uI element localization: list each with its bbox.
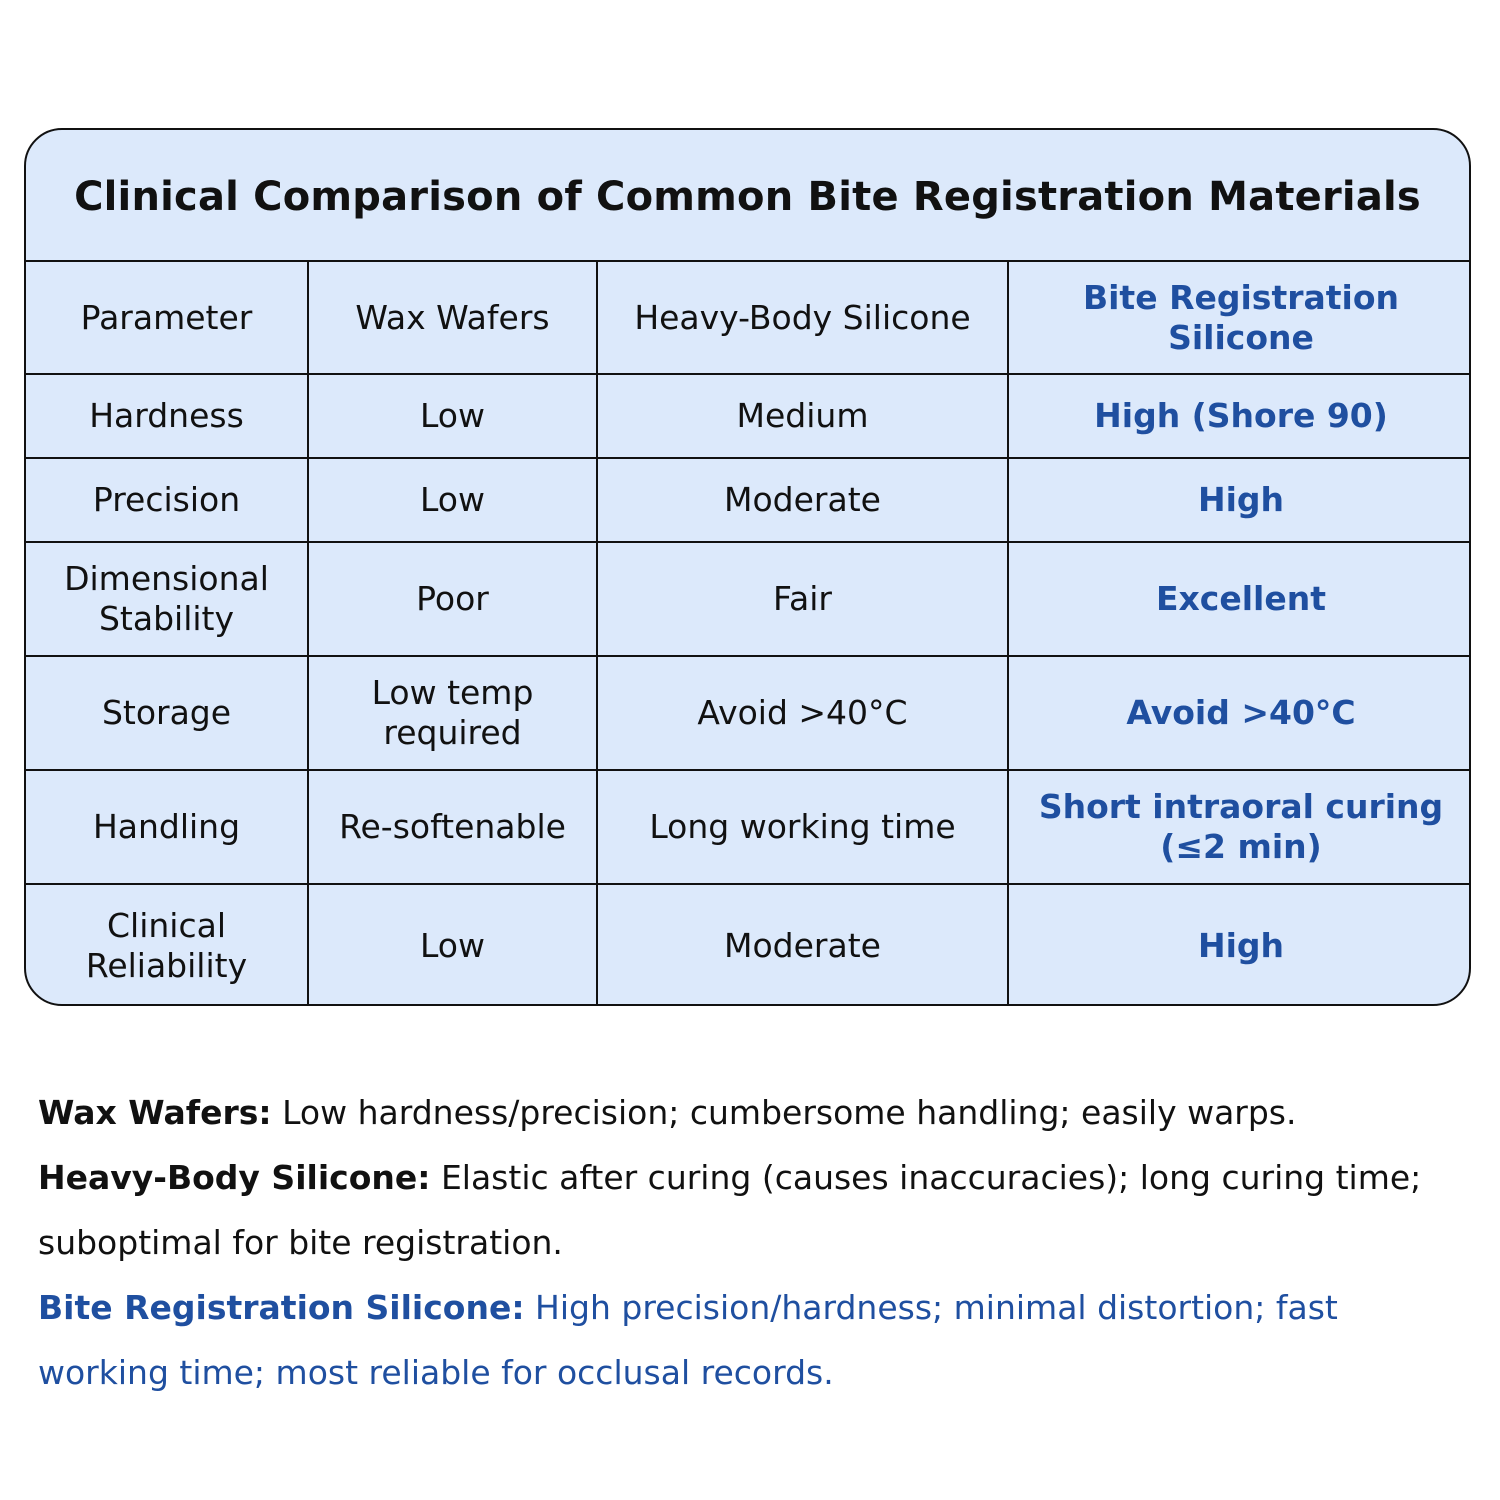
note-label: Wax Wafers: [38, 1093, 272, 1132]
heavy-body-cell: Avoid >40°C [597, 656, 1008, 770]
row-parameter: Storage [26, 656, 308, 770]
heavy-body-cell: Medium [597, 374, 1008, 458]
header-wax-wafers: Wax Wafers [308, 262, 597, 374]
heavy-body-cell: Moderate [597, 458, 1008, 542]
wax-wafers-cell: Re-softenable [308, 770, 597, 884]
header-parameter: Parameter [26, 262, 308, 374]
heavy-body-cell: Moderate [597, 884, 1008, 1006]
header-bite-registration-silicone: Bite Registration Silicone [1008, 262, 1471, 374]
table-row [26, 374, 1471, 458]
note-label: Bite Registration Silicone: [38, 1288, 525, 1327]
table-title: Clinical Comparison of Common Bite Registration Materials [26, 130, 1469, 262]
table-row [26, 542, 1471, 656]
note-text: High precision/hardness; minimal distortion; fast working time; most reliable for occlusal records. [38, 1288, 1338, 1392]
wax-wafers-cell: Poor [308, 542, 597, 656]
bite-registration-cell: Short intraoral curing (≤2 min) [1008, 770, 1471, 884]
table-row [26, 656, 1471, 770]
notes-section [38, 1080, 1478, 1405]
table-row [26, 770, 1471, 884]
note-heavy-body-silicone [38, 1145, 1478, 1275]
bite-registration-cell: High [1008, 884, 1471, 1006]
table-row [26, 458, 1471, 542]
row-parameter: Clinical Reliability [26, 884, 308, 1006]
note-bite-registration-silicone [38, 1275, 1478, 1405]
bite-registration-cell: Excellent [1008, 542, 1471, 656]
wax-wafers-cell: Low [308, 884, 597, 1006]
bite-registration-cell: Avoid >40°C [1008, 656, 1471, 770]
bite-registration-cell: High (Shore 90) [1008, 374, 1471, 458]
note-text: Low hardness/precision; cumbersome handling; easily warps. [271, 1093, 1297, 1132]
heavy-body-cell: Fair [597, 542, 1008, 656]
header-row [26, 262, 1471, 374]
heavy-body-cell: Long working time [597, 770, 1008, 884]
header-heavy-body-silicone: Heavy-Body Silicone [597, 262, 1008, 374]
row-parameter: Hardness [26, 374, 308, 458]
comparison-card [24, 128, 1471, 1006]
comparison-table [26, 262, 1471, 1006]
row-parameter: Handling [26, 770, 308, 884]
row-parameter: Dimensional Stability [26, 542, 308, 656]
note-label: Heavy-Body Silicone: [38, 1158, 431, 1197]
table-row [26, 884, 1471, 1006]
note-wax-wafers [38, 1080, 1478, 1145]
wax-wafers-cell: Low [308, 374, 597, 458]
bite-registration-cell: High [1008, 458, 1471, 542]
note-text: Elastic after curing (causes inaccuracies); long curing time; suboptimal for bite registration. [38, 1158, 1422, 1262]
wax-wafers-cell: Low temp required [308, 656, 597, 770]
wax-wafers-cell: Low [308, 458, 597, 542]
row-parameter: Precision [26, 458, 308, 542]
